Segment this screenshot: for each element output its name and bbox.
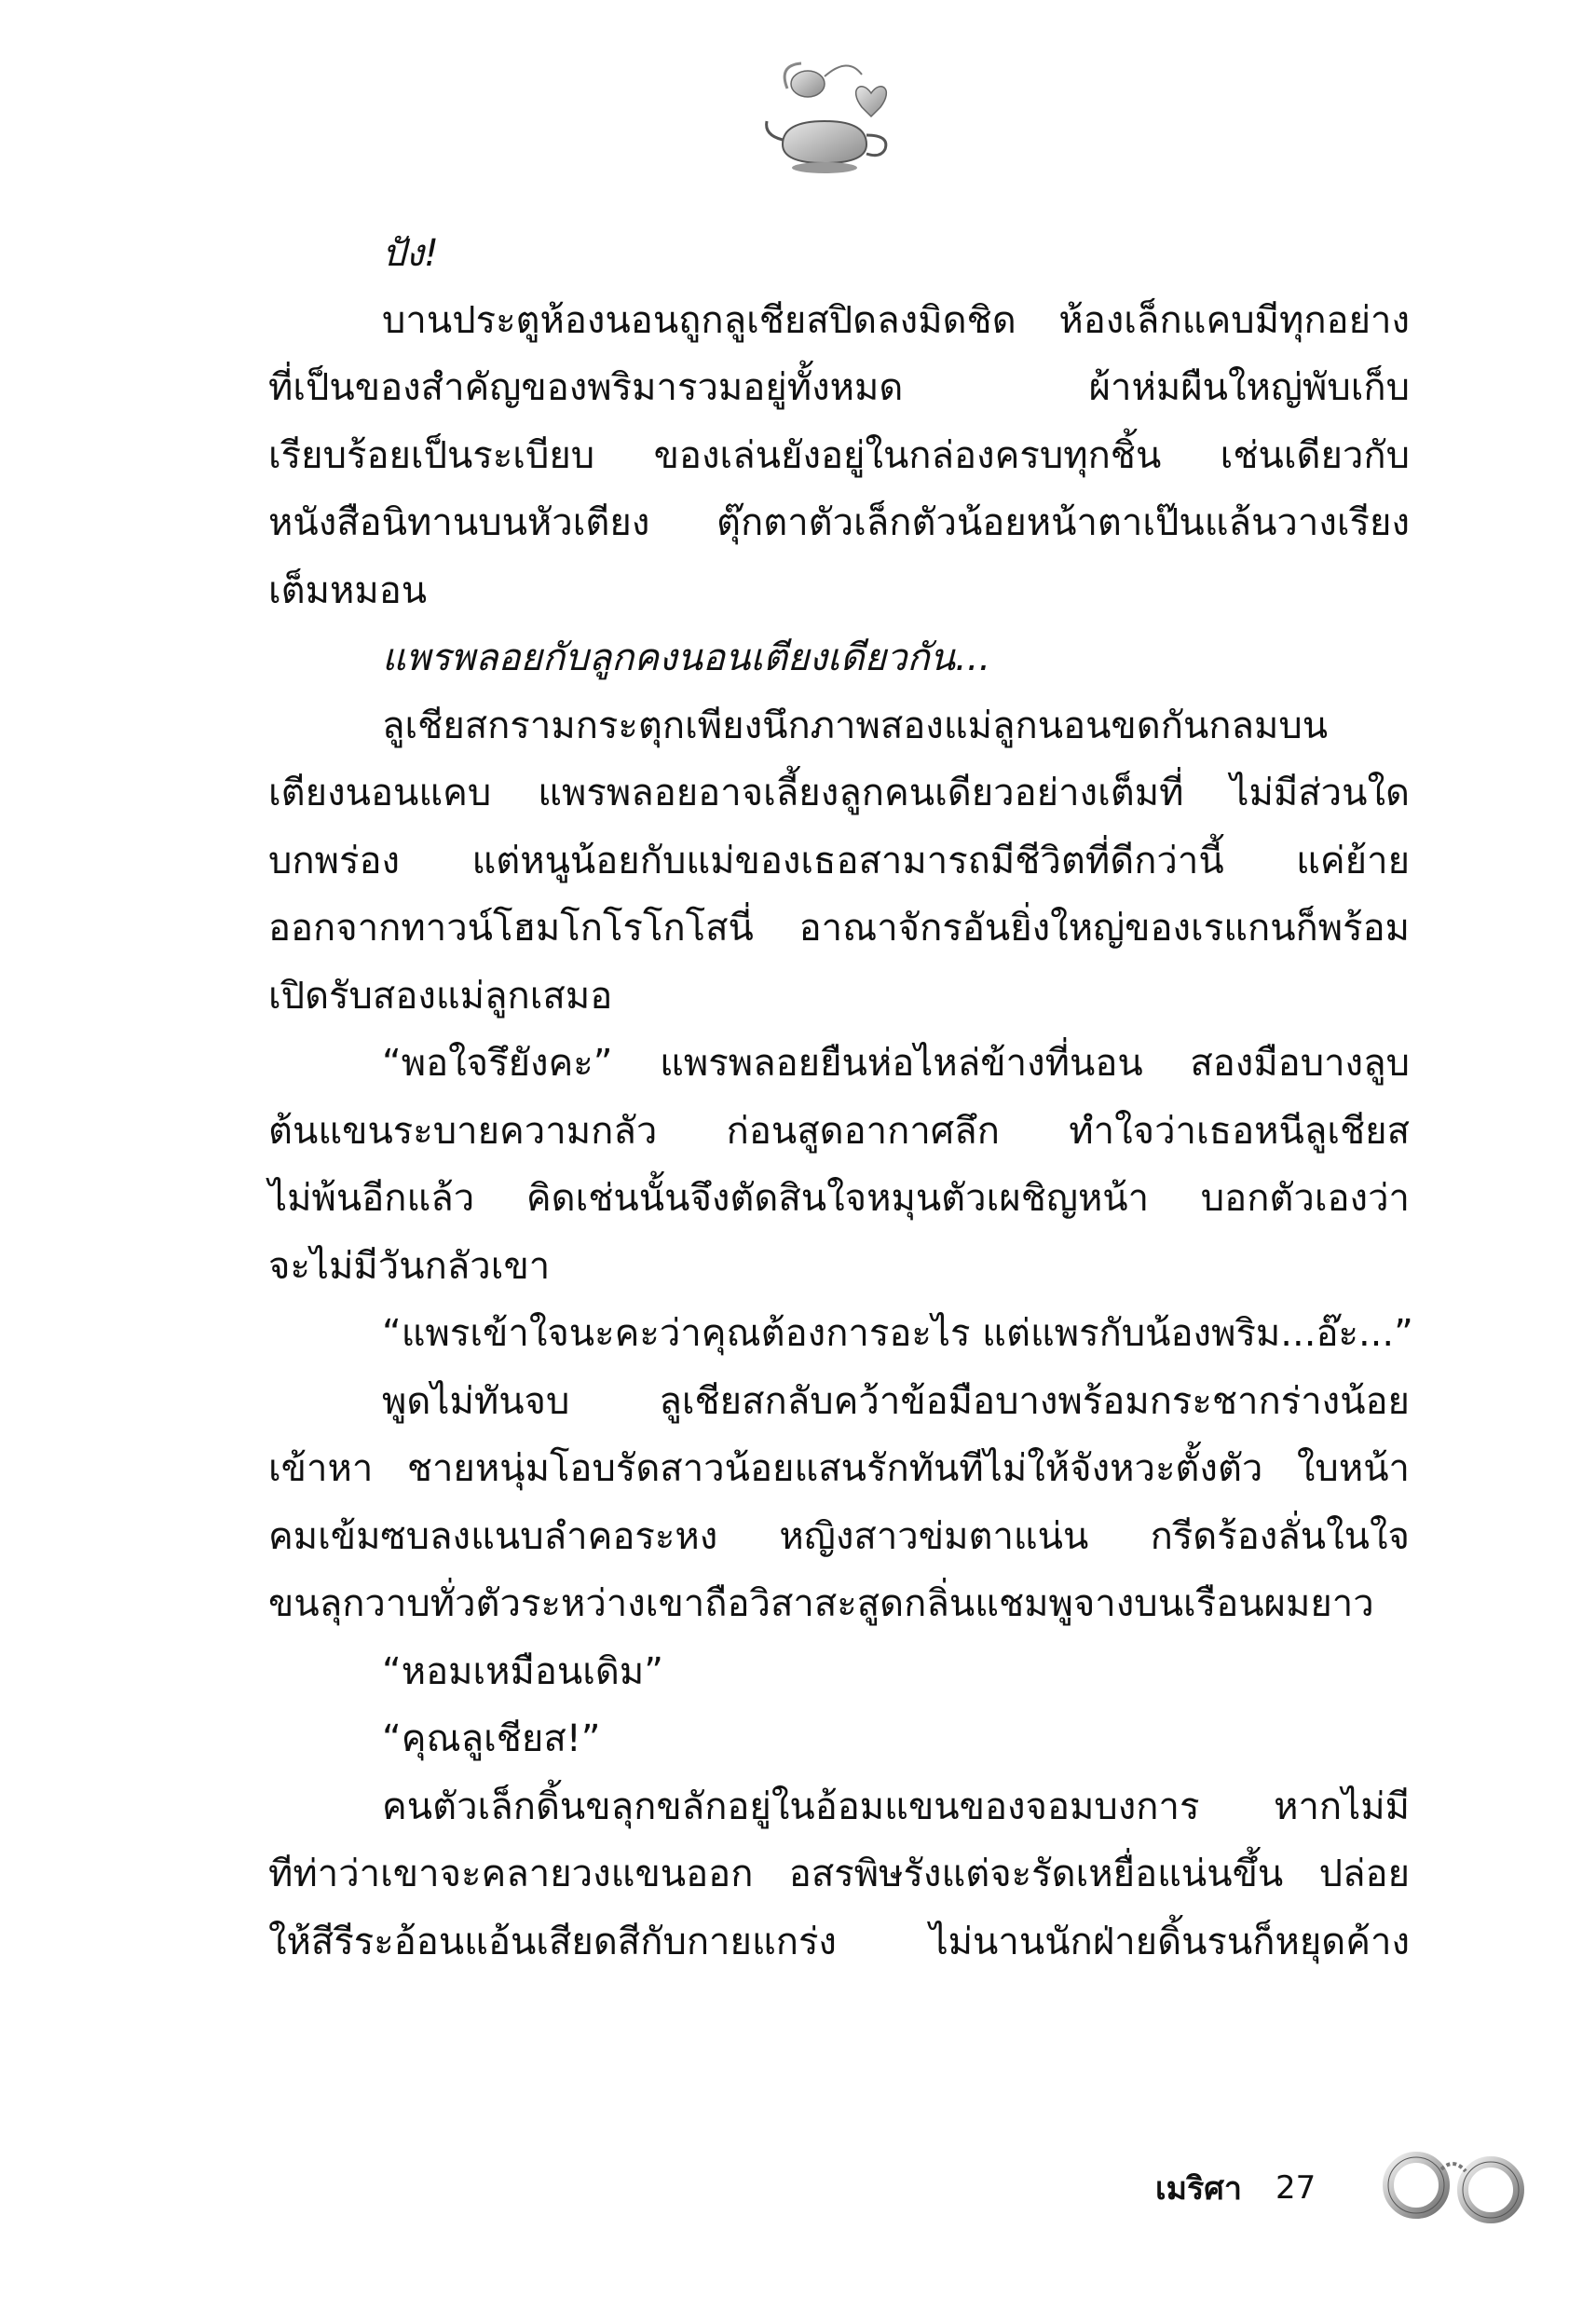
text-line: ลูเชียสกรามกระตุกเพียงนึกภาพสองแม่ลูกนอนขดกันกลมบน <box>382 704 1329 747</box>
text-line: คนตัวเล็กดิ้นขลุกขลักอยู่ในอ้อมแขนของจอมบงการ หากไม่มี <box>382 1785 1410 1828</box>
text-line: “หอมเหมือนเดิม” <box>382 1650 663 1693</box>
text-line: จะไม่มีวันกลัวเขา <box>268 1245 551 1288</box>
text-line: แพรพลอยกับลูกคงนอนเตียงเดียวกัน... <box>382 636 991 679</box>
text-line: เข้าหา ชายหนุ่มโอบรัดสาวน้อยแสนรักทันทีไม่ให้จังหวะตั้งตัว ใบหน้า <box>268 1447 1410 1490</box>
text-line: หนังสือนิทานบนหัวเตียง ตุ๊กตาตัวเล็กตัวน้อยหน้าตาเป๊นแล้นวางเรียง <box>268 501 1410 544</box>
page-number: 27 <box>1275 2169 1316 2207</box>
text-line: ไม่พ้นอีกแล้ว คิดเช่นนั้นจึงตัดสินใจหมุนตัวเผชิญหน้า บอกตัวเองว่า <box>268 1177 1410 1220</box>
text-line: บกพร่อง แต่หนูน้อยกับแม่ของเธอสามารถมีชีวิตที่ดีกว่านี้ แค่ย้าย <box>268 840 1410 882</box>
text-line: ให้สีรีระอ้อนแอ้นเสียดสีกับกายแกร่ง ไม่นานนักฝ่ายดิ้นรนก็หยุดค้าง <box>268 1921 1410 1963</box>
text-line: เรียบร้อยเป็นระเบียบ ของเล่นยังอยู่ในกล่องครบทุกชิ้น เช่นเดียวกับ <box>268 434 1410 477</box>
text-line: “คุณลูเชียส!” <box>382 1717 601 1760</box>
text-line: ต้นแขนระบายความกลัว ก่อนสูดอากาศลึก ทำใจว่าเธอหนีลูเชียส <box>268 1110 1410 1153</box>
text-line: ปัง! <box>382 232 439 275</box>
text-line: ออกจากทาวน์โฮมโกโรโกโสนี่ อาณาจักรอันยิ่งใหญ่ของเรแกนก็พร้อม <box>268 907 1410 950</box>
text-line: เตียงนอนแคบ แพรพลอยอาจเลี้ยงลูกคนเดียวอย่างเต็มที่ ไม่มีส่วนใด <box>268 772 1410 814</box>
text-line: ที่เป็นของสำคัญของพริมารวมอยู่ทั้งหมด ผ้าห่มผืนใหญ่พับเก็บ <box>268 366 1410 409</box>
book-title: เมริศา <box>1155 2170 1242 2208</box>
page-footer <box>1155 2160 1316 2216</box>
text-line: พูดไม่ทันจบ ลูเชียสกลับคว้าข้อมือบางพร้อมกระชากร่างน้อย <box>382 1380 1410 1423</box>
text-line: บานประตูห้องนอนถูกลูเชียสปิดลงมิดชิด ห้องเล็กแคบมีทุกอย่าง <box>382 299 1410 342</box>
text-line: คมเข้มซบลงแนบลำคอระหง หญิงสาวข่มตาแน่น กรีดร้องลั่นในใจ <box>268 1515 1410 1558</box>
handcuffs-icon <box>1374 2134 1533 2227</box>
text-line: ขนลุกวาบทั่วตัวระหว่างเขาถือวิสาสะสูดกลิ่นแชมพูจางบนเรือนผมยาว <box>268 1582 1374 1625</box>
text-line: ทีท่าว่าเขาจะคลายวงแขนออก อสรพิษรังแต่จะรัดเหยื่อแน่นขึ้น ปล่อย <box>268 1853 1410 1895</box>
text-line: เต็มหมอน <box>268 569 428 612</box>
text-line: เปิดรับสองแม่ลูกเสมอ <box>268 975 613 1018</box>
text-line: “พอใจรึยังคะ” แพรพลอยยืนห่อไหล่ข้างที่นอน สองมือบางลูบ <box>382 1042 1410 1085</box>
text-line: “แพรเข้าใจนะคะว่าคุณต้องการอะไร แต่แพรกับน้องพริม...อ๊ะ...” <box>382 1312 1413 1355</box>
